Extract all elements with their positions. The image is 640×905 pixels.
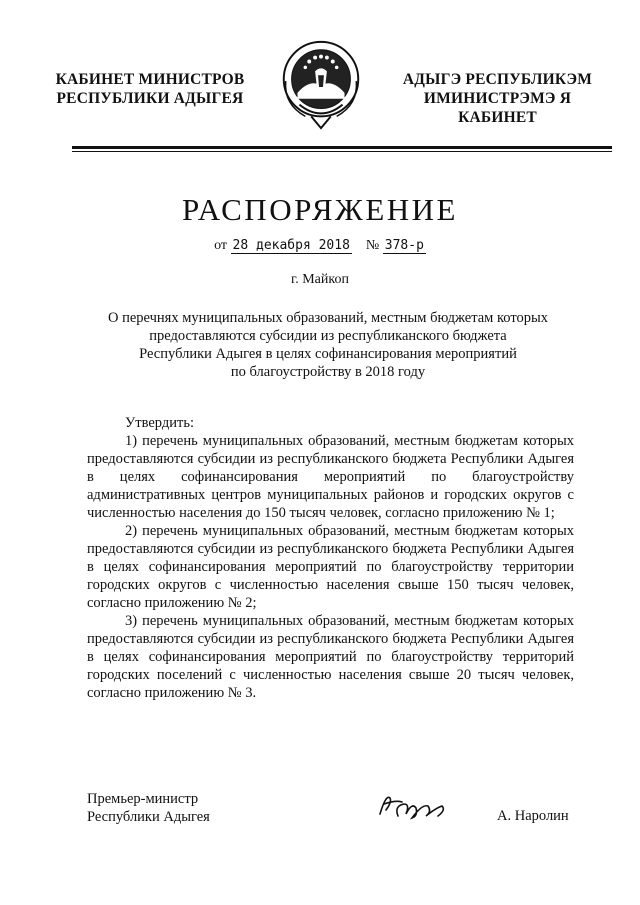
header-rule-thick: [72, 146, 612, 149]
header-rule-thin: [72, 151, 612, 152]
subject-line: по благоустройству в 2018 году: [230, 364, 426, 380]
subject-line: О перечнях муниципальных образований, местным бюджетам которых: [108, 310, 548, 326]
ministry-name-adyghe-line2: ИМИНИСТРЭМЭ Я КАБИНЕТ: [423, 90, 572, 126]
date-prefix: от: [214, 238, 228, 253]
ministry-name-adyghe-line1: АДЫГЭ РЕСПУБЛИКЭМ: [402, 71, 593, 88]
position-line1: Премьер-министр: [87, 791, 199, 807]
signatory-position: [87, 790, 210, 826]
ministry-name-russian: [55, 70, 245, 108]
document-subject: [88, 309, 568, 381]
coat-of-arms-icon: [272, 36, 370, 134]
document-date-number: [0, 238, 640, 254]
subject-line: Республики Адыгея в целях софинансирования мероприятий: [139, 346, 517, 362]
number-value: 378-р: [384, 238, 424, 253]
document-title: РАСПОРЯЖЕНИЕ: [182, 192, 458, 227]
ministry-name-line2: РЕСПУБЛИКИ АДЫГЕЯ: [56, 90, 244, 107]
ministry-name-adyghe: [390, 70, 605, 127]
list-item: 2) перечень муниципальных образований, местным бюджетам которых предоставляются субсидии из республиканского бюджета Республики Адыгея в целях софинансирования мероприятий по благоустройству территории городских округов с численностью населения свыше 150 тысяч человек, согласно приложению № 2;: [87, 523, 574, 611]
position-line2: Республики Адыгея: [87, 809, 210, 825]
signature-icon: [376, 788, 456, 824]
document-body: [87, 414, 574, 702]
date-value: 28 декабря 2018: [232, 238, 350, 253]
list-item: 3) перечень муниципальных образований, местным бюджетам которых предоставляются субсидии из республиканского бюджета Республики Адыгея в целях софинансирования мероприятий по благоустройству территорий городских поселений с численностью населения свыше 20 тысяч человек, согласно приложению № 3.: [87, 613, 574, 701]
list-item: 1) перечень муниципальных образований, местным бюджетам которых предоставляются субсидии из республиканского бюджета Республики Адыгея в целях софинансирования мероприятий по благоустройству административных центров муниципальных районов и городских округов с численностью населения до 150 тысяч человек, согласно приложению № 1;: [87, 433, 574, 521]
subject-line: предоставляются субсидии из республиканского бюджета: [149, 328, 507, 344]
ministry-name-line1: КАБИНЕТ МИНИСТРОВ: [55, 71, 245, 88]
number-prefix: №: [365, 238, 380, 253]
approve-heading: Утвердить:: [125, 415, 194, 431]
document-city: г. Майкоп: [291, 272, 349, 287]
signatory-name: А. Наролин: [497, 808, 569, 824]
